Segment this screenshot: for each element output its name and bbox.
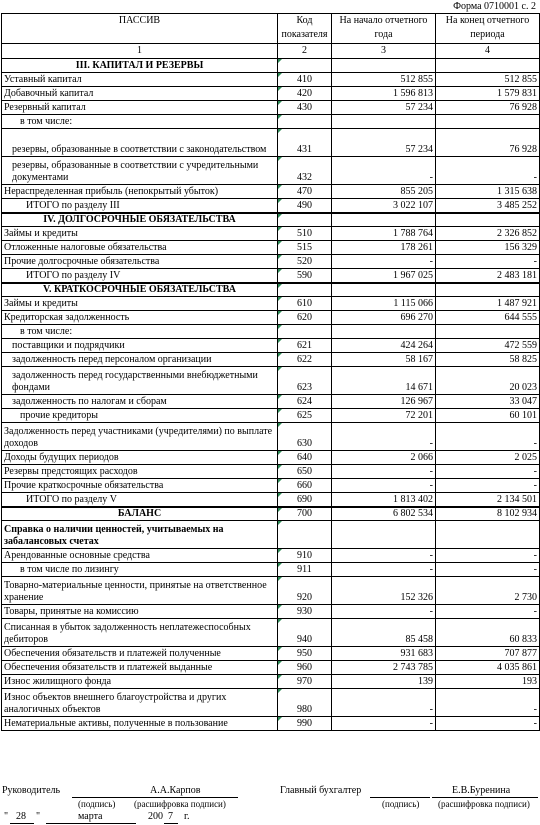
- cell-code: 622: [278, 353, 332, 367]
- cell-code: [278, 283, 332, 297]
- cell-end: [436, 283, 540, 297]
- cell-code: [278, 325, 332, 339]
- table-row: [2, 507, 540, 521]
- cell-code: 590: [278, 269, 332, 283]
- cell-end: 644 555: [436, 311, 540, 325]
- cell-name: ИТОГО по разделу V: [2, 493, 278, 507]
- cell-code: 624: [278, 395, 332, 409]
- cell-name: Отложенные налоговые обязательства: [2, 241, 278, 255]
- cell-end: [436, 59, 540, 73]
- cell-end: 58 825: [436, 353, 540, 367]
- cell-start: [332, 115, 436, 129]
- cell-name: Списанная в убыток задолженность неплатежеспособных дебиторов: [2, 619, 278, 647]
- cell-end: 156 329: [436, 241, 540, 255]
- table-row: [2, 563, 540, 577]
- accountant-sign-caption: (подпись): [382, 799, 420, 809]
- cell-code: 470: [278, 185, 332, 199]
- cell-name: Задолженность перед участниками (учредителями) по выплате доходов: [2, 423, 278, 451]
- cell-start: 1 788 764: [332, 227, 436, 241]
- column-header-end: На конец отчетного периода: [436, 14, 540, 44]
- cell-name: прочие кредиторы: [2, 409, 278, 423]
- table-row: [2, 339, 540, 353]
- cell-name: Уставный капитал: [2, 73, 278, 87]
- cell-code: 660: [278, 479, 332, 493]
- table-row: [2, 59, 540, 73]
- cell-start: -: [332, 605, 436, 619]
- cell-name: Обеспечения обязательств и платежей полученные: [2, 647, 278, 661]
- cell-name: Добавочный капитал: [2, 87, 278, 101]
- cell-end: 1 487 921: [436, 297, 540, 311]
- table-row: [2, 87, 540, 101]
- cell-name: Нераспределенная прибыль (непокрытый убыток): [2, 185, 278, 199]
- cell-end: [436, 325, 540, 339]
- signature-block: [0, 783, 540, 825]
- table-row: [2, 213, 540, 227]
- table-row: [2, 185, 540, 199]
- cell-name: резервы, образованные в соответствии с учредительными документами: [2, 157, 278, 185]
- table-row: [2, 423, 540, 451]
- cell-start: 512 855: [332, 73, 436, 87]
- cell-code: 431: [278, 129, 332, 157]
- cell-end: [436, 213, 540, 227]
- cell-name: IV. ДОЛГОСРОЧНЫЕ ОБЯЗАТЕЛЬСТВА: [2, 213, 278, 227]
- form-number: Форма 0710001 с. 2: [453, 1, 536, 12]
- cell-name: Резервы предстоящих расходов: [2, 465, 278, 479]
- cell-name: Арендованные основные средства: [2, 549, 278, 563]
- cell-code: [278, 521, 332, 549]
- table-row: [2, 451, 540, 465]
- cell-start: 6 802 534: [332, 507, 436, 521]
- cell-end: 2 730: [436, 577, 540, 605]
- cell-end: 4 035 861: [436, 661, 540, 675]
- date-quote-open: ": [4, 811, 9, 822]
- cell-start: -: [332, 157, 436, 185]
- table-row: [2, 325, 540, 339]
- cell-end: 193: [436, 675, 540, 689]
- table-row: [2, 479, 540, 493]
- head-label: Руководитель: [2, 785, 61, 796]
- date-year-digit: 7: [168, 811, 173, 822]
- cell-code: 432: [278, 157, 332, 185]
- cell-end: -: [436, 605, 540, 619]
- cell-name: Товарно-материальные ценности, принятые на ответственное хранение: [2, 577, 278, 605]
- cell-name: Прочие краткосрочные обязательства: [2, 479, 278, 493]
- column-number-2: 2: [278, 44, 332, 59]
- cell-start: [332, 59, 436, 73]
- table-row: [2, 577, 540, 605]
- cell-start: -: [332, 549, 436, 563]
- cell-code: 950: [278, 647, 332, 661]
- table-row: [2, 241, 540, 255]
- cell-start: -: [332, 689, 436, 717]
- table-row: [2, 689, 540, 717]
- cell-end: 1 579 831: [436, 87, 540, 101]
- table-row: [2, 199, 540, 213]
- cell-start: 3 022 107: [332, 199, 436, 213]
- cell-start: 57 234: [332, 101, 436, 115]
- cell-start: [332, 283, 436, 297]
- cell-name: Износ жилищного фонда: [2, 675, 278, 689]
- cell-code: 510: [278, 227, 332, 241]
- table-row: [2, 675, 540, 689]
- cell-end: 2 483 181: [436, 269, 540, 283]
- table-row: [2, 493, 540, 507]
- cell-end: 2 326 852: [436, 227, 540, 241]
- cell-end: -: [436, 423, 540, 451]
- cell-end: -: [436, 563, 540, 577]
- cell-start: 1 967 025: [332, 269, 436, 283]
- cell-start: -: [332, 479, 436, 493]
- table-row: [2, 353, 540, 367]
- cell-name: Износ объектов внешнего благоустройства и других аналогичных объектов: [2, 689, 278, 717]
- cell-end: [436, 115, 540, 129]
- cell-end: 512 855: [436, 73, 540, 87]
- cell-end: -: [436, 549, 540, 563]
- table-row: [2, 409, 540, 423]
- table-row: [2, 129, 540, 157]
- cell-code: 960: [278, 661, 332, 675]
- cell-start: [332, 213, 436, 227]
- column-header-name: ПАССИВ: [2, 14, 278, 44]
- cell-code: 990: [278, 717, 332, 731]
- cell-end: 76 928: [436, 101, 540, 115]
- cell-code: [278, 59, 332, 73]
- cell-name: ИТОГО по разделу III: [2, 199, 278, 213]
- cell-code: 920: [278, 577, 332, 605]
- cell-code: 650: [278, 465, 332, 479]
- cell-code: [278, 213, 332, 227]
- accountant-decode-caption: (расшифровка подписи): [438, 799, 530, 809]
- cell-end: [436, 521, 540, 549]
- cell-code: 700: [278, 507, 332, 521]
- cell-code: 625: [278, 409, 332, 423]
- cell-code: 910: [278, 549, 332, 563]
- cell-start: -: [332, 255, 436, 269]
- cell-code: 420: [278, 87, 332, 101]
- table-row: [2, 619, 540, 647]
- table-row: [2, 465, 540, 479]
- cell-end: -: [436, 479, 540, 493]
- date-year-suffix: г.: [184, 811, 190, 822]
- cell-start: 696 270: [332, 311, 436, 325]
- date-month: марта: [78, 811, 103, 822]
- cell-name: V. КРАТКОСРОЧНЫЕ ОБЯЗАТЕЛЬСТВА: [2, 283, 278, 297]
- table-row: [2, 101, 540, 115]
- cell-name: Обеспечения обязательств и платежей выданные: [2, 661, 278, 675]
- cell-name: Кредиторская задолженность: [2, 311, 278, 325]
- cell-start: 855 205: [332, 185, 436, 199]
- head-decode-caption: (расшифровка подписи): [134, 799, 226, 809]
- cell-code: 515: [278, 241, 332, 255]
- cell-name: задолженность перед государственными внебюджетными фондами: [2, 367, 278, 395]
- cell-name: БАЛАНС: [2, 507, 278, 521]
- table-row: [2, 549, 540, 563]
- column-number-4: 4: [436, 44, 540, 59]
- cell-end: 60 833: [436, 619, 540, 647]
- table-row: [2, 227, 540, 241]
- cell-code: 520: [278, 255, 332, 269]
- cell-start: -: [332, 563, 436, 577]
- cell-name: ИТОГО по разделу IV: [2, 269, 278, 283]
- cell-code: 980: [278, 689, 332, 717]
- cell-start: 931 683: [332, 647, 436, 661]
- cell-name: Справка о наличии ценностей, учитываемых на забалансовых счетах: [2, 521, 278, 549]
- cell-end: 33 047: [436, 395, 540, 409]
- column-number-3: 3: [332, 44, 436, 59]
- cell-name: задолженность по налогам и сборам: [2, 395, 278, 409]
- cell-end: -: [436, 157, 540, 185]
- table-row: [2, 395, 540, 409]
- cell-name: Нематериальные активы, полученные в пользование: [2, 717, 278, 731]
- date-year-prefix: 200: [148, 811, 163, 822]
- cell-end: 20 023: [436, 367, 540, 395]
- cell-start: 1 115 066: [332, 297, 436, 311]
- cell-start: 178 261: [332, 241, 436, 255]
- cell-end: -: [436, 717, 540, 731]
- column-number-1: 1: [2, 44, 278, 59]
- cell-code: 610: [278, 297, 332, 311]
- accountant-name: Е.В.Буренина: [452, 785, 511, 796]
- table-row: [2, 521, 540, 549]
- cell-start: 152 326: [332, 577, 436, 605]
- table-row: [2, 115, 540, 129]
- cell-start: -: [332, 465, 436, 479]
- table-row: [2, 311, 540, 325]
- cell-end: 76 928: [436, 129, 540, 157]
- date-quote-close: ": [36, 811, 41, 822]
- cell-end: 2 134 501: [436, 493, 540, 507]
- table-row: [2, 367, 540, 395]
- liabilities-table: [1, 13, 540, 731]
- cell-end: 60 101: [436, 409, 540, 423]
- cell-end: 707 877: [436, 647, 540, 661]
- cell-name: Доходы будущих периодов: [2, 451, 278, 465]
- cell-name: Товары, принятые на комиссию: [2, 605, 278, 619]
- cell-code: [278, 115, 332, 129]
- cell-code: 620: [278, 311, 332, 325]
- cell-code: 621: [278, 339, 332, 353]
- cell-start: 14 671: [332, 367, 436, 395]
- cell-name: III. КАПИТАЛ И РЕЗЕРВЫ: [2, 59, 278, 73]
- cell-start: 58 167: [332, 353, 436, 367]
- table-row: [2, 661, 540, 675]
- cell-start: 2 066: [332, 451, 436, 465]
- cell-name: задолженность перед персоналом организации: [2, 353, 278, 367]
- cell-start: 72 201: [332, 409, 436, 423]
- table-row: [2, 283, 540, 297]
- cell-start: 424 264: [332, 339, 436, 353]
- cell-start: [332, 325, 436, 339]
- cell-start: 2 743 785: [332, 661, 436, 675]
- table-row: [2, 647, 540, 661]
- cell-start: 126 967: [332, 395, 436, 409]
- cell-end: 472 559: [436, 339, 540, 353]
- column-header-code: Код показателя: [278, 14, 332, 44]
- cell-code: 930: [278, 605, 332, 619]
- column-header-start: На начало отчетного года: [332, 14, 436, 44]
- cell-start: [332, 521, 436, 549]
- cell-start: 1 813 402: [332, 493, 436, 507]
- cell-code: 640: [278, 451, 332, 465]
- cell-start: 85 458: [332, 619, 436, 647]
- cell-name: в том числе по лизингу: [2, 563, 278, 577]
- cell-code: 911: [278, 563, 332, 577]
- cell-end: -: [436, 465, 540, 479]
- table-row: [2, 255, 540, 269]
- table-row: [2, 297, 540, 311]
- cell-code: 630: [278, 423, 332, 451]
- table-body: [2, 59, 540, 731]
- cell-start: 57 234: [332, 129, 436, 157]
- cell-name: Займы и кредиты: [2, 297, 278, 311]
- table-row: [2, 73, 540, 87]
- cell-end: 2 025: [436, 451, 540, 465]
- head-name: А.А.Карпов: [150, 785, 201, 796]
- cell-start: 1 596 813: [332, 87, 436, 101]
- cell-code: 623: [278, 367, 332, 395]
- cell-end: -: [436, 255, 540, 269]
- cell-code: 410: [278, 73, 332, 87]
- cell-name: поставщики и подрядчики: [2, 339, 278, 353]
- table-row: [2, 717, 540, 731]
- cell-code: 690: [278, 493, 332, 507]
- table-row: [2, 269, 540, 283]
- cell-code: 970: [278, 675, 332, 689]
- cell-end: 1 315 638: [436, 185, 540, 199]
- table-row: [2, 157, 540, 185]
- table-row: [2, 605, 540, 619]
- cell-name: резервы, образованные в соответствии с законодательством: [2, 129, 278, 157]
- cell-name: Резервный капитал: [2, 101, 278, 115]
- cell-end: -: [436, 689, 540, 717]
- cell-start: -: [332, 423, 436, 451]
- cell-name: в том числе:: [2, 325, 278, 339]
- cell-code: 430: [278, 101, 332, 115]
- date-day: 28: [16, 811, 26, 822]
- cell-name: Прочие долгосрочные обязательства: [2, 255, 278, 269]
- cell-code: 490: [278, 199, 332, 213]
- head-sign-caption: (подпись): [78, 799, 116, 809]
- cell-end: 8 102 934: [436, 507, 540, 521]
- cell-name: в том числе:: [2, 115, 278, 129]
- cell-code: 940: [278, 619, 332, 647]
- cell-name: Займы и кредиты: [2, 227, 278, 241]
- accountant-label: Главный бухгалтер: [280, 785, 362, 796]
- cell-start: 139: [332, 675, 436, 689]
- cell-start: -: [332, 717, 436, 731]
- cell-end: 3 485 252: [436, 199, 540, 213]
